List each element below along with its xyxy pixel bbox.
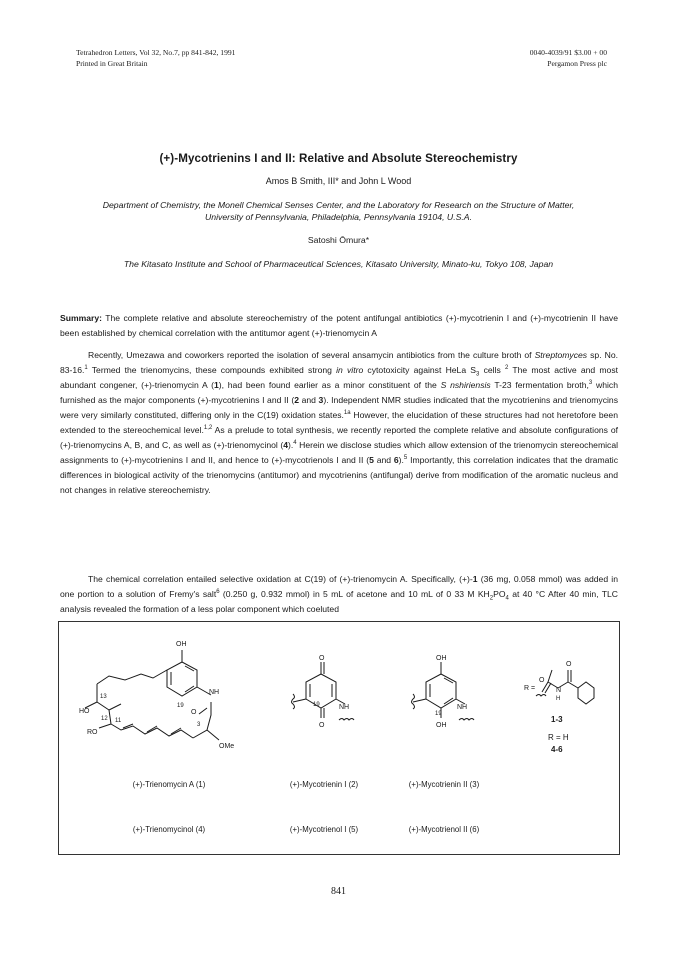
label-nh: NH: [457, 704, 468, 711]
citation-line-1: Tetrahedron Letters, Vol 32, No.7, pp 841-842, 1991: [76, 48, 236, 57]
label-19: 19: [177, 703, 184, 709]
paragraph-2: The chemical correlation entailed selective oxidation at C(19) of (+)-trienomycin A. Specifically, (+)-1 (36 mg, 0.058 mmol) was added in one portion to a solution of Fremy's salt$^6$ (0.250 g, 0.932 mmol) in 5 mL of acetone and 10 mL of 0 33 M $KH_2PO_4$ at 40 °C After 40 min, TLC analysis revealed the formation of a less polar component which coeluted: [60, 574, 618, 614]
price-line-1: 0040-4039/91 $3.00 + 00: [529, 48, 607, 57]
label-oh-bottom: OH: [436, 722, 447, 729]
affiliation-1: [60, 200, 617, 223]
mycotrienin-2-drawing: [399, 652, 489, 742]
label-12: 12: [101, 716, 108, 722]
label-n: N: [556, 687, 562, 694]
label-19: 19: [435, 711, 442, 717]
label-13: 13: [100, 694, 107, 700]
mycotrienin-1-drawing: [279, 652, 369, 742]
affiliation-2: The Kitasato Institute and School of Pharmaceutical Sciences, Kitasato University, Minato-ku, Tokyo 108, Japan: [123, 259, 554, 269]
label-19: 19: [313, 702, 320, 708]
caption-mycotrienin-2: (+)-Mycotrienin II (3): [408, 780, 480, 789]
author-2: Satoshi Ōmura*: [307, 235, 370, 245]
label-o-bottom: O: [319, 722, 325, 729]
label-r-eq: R =: [524, 685, 536, 692]
caption-trienomycin-a: (+)-Trienomycin A (1): [132, 780, 206, 789]
author-list: Amos B Smith, III* and John L Wood: [265, 176, 412, 186]
caption-trienomycinol: (+)-Trienomycinol (4): [132, 825, 206, 834]
label-h: H: [556, 696, 561, 702]
summary-text: The complete relative and absolute stereochemistry of the potent antifungal antibiotics (+)-mycotrienin I and (+)-mycotrienin II have been established by chemical correlation with the antitumor agent (+)-trienomycin A: [60, 313, 618, 338]
summary-label: Summary:: [60, 313, 103, 323]
trienomycin-drawing: [79, 630, 259, 755]
label-o1: O: [539, 677, 545, 684]
caption-mycotrienol-2: (+)-Mycotrienol II (6): [408, 825, 480, 834]
label-o: O: [191, 709, 197, 716]
label-nh: NH: [209, 689, 220, 696]
label-o-top: O: [319, 655, 325, 662]
paragraph-1: Recently, Umezawa and coworkers reported the isolation of several ansamycin antibiotics from the culture broth of Streptomyces sp. No. 83-16.$^1$ Termed the trienomycins, these compounds exhibited strong in vitro cytotoxicity against HeLa $S_3$ cells $^2$ The most active and most abundant congener, (+)-trienomycin A (1), had been found earlier as a minor constituent of the S nshiriensis T-23 fermentation broth,$^3$ which furnished as the major components (+)-mycotrienins I and II (2 and 3). Independent NMR studies indicated that the mycotrienins and trienomycins were very similarly constituted, differing only in the C(19) oxidation states.$^{1a}$ However, the elucidation of these structures had not heretofore been extended to the stereochemical level.$^{1,2}$ As a prelude to total synthesis, we recently reported the complete relative and absolute configurations of (+)-trienomycins A, B, and C, as well as (+)-trienomycinol (4).$^4$ Herein we disclose studies which allow extension of the trienomycin stereochemical assignments to (+)-mycotrienins I and II, and hence to (+)-mycotrienols I and II (5 and 6).$^5$ Importantly, this correlation indicates that the dramatic differences in biological activity of the trienomycins (antitumor) and mycotrienins (antifungal) derive from modification of the aromatic nucleus and not changes in relative stereochemistry.: [60, 350, 619, 495]
label-4-6: 4-6: [551, 745, 563, 754]
affiliation-line-2: University of Pennsylvania, Philadelphia, Pennsylvania 19104, U.S.A.: [204, 211, 473, 222]
page-number: 841: [331, 886, 346, 897]
label-1-3: 1-3: [551, 715, 563, 724]
label-ome: OMe: [219, 743, 235, 750]
caption-mycotrienin-1: (+)-Mycotrienin I (2): [289, 780, 359, 789]
structure-r-group: [524, 648, 614, 778]
caption-mycotrienol-1: (+)-Mycotrienol I (5): [289, 825, 359, 834]
label-r-h: R = H: [548, 733, 569, 742]
label-oh: OH: [176, 641, 187, 648]
structure-trienomycin: [79, 630, 259, 755]
structure-mycotrienin-2: [399, 652, 489, 742]
price-line-2: Pergamon Press plc: [547, 59, 607, 68]
label-11: 11: [115, 718, 122, 724]
citation-line-2: Printed in Great Britain: [76, 59, 148, 68]
label-ro: RO: [87, 729, 98, 736]
structure-mycotrienin-1: [279, 652, 369, 742]
label-3: 3: [197, 722, 201, 728]
journal-citation: [76, 47, 235, 69]
label-o2: O: [566, 661, 572, 668]
summary-paragraph: [60, 311, 618, 341]
structures-figure: [58, 621, 620, 855]
affiliation-line-1: Department of Chemistry, the Monell Chemical Senses Center, and the Laboratory for Research on the Structure of Matter,: [102, 200, 575, 210]
r-group-drawing: [524, 648, 614, 778]
label-ho: HO: [79, 708, 90, 715]
label-nh: NH: [339, 704, 350, 711]
paper-title: (+)-Mycotrienins I and II: Relative and Absolute Stereochemistry: [159, 152, 518, 165]
journal-price: [530, 47, 607, 69]
label-oh-top: OH: [436, 655, 447, 662]
